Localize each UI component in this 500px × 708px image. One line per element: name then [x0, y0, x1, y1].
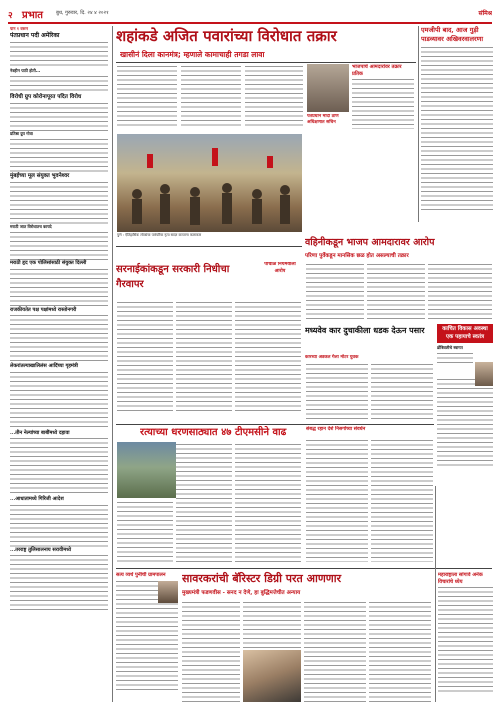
story5-right-rule	[435, 486, 436, 702]
left-text-block-6	[10, 230, 108, 260]
story4-headline: रत्याच्या धरणसाठ्यात ४७ टीएमसीने वाढ	[140, 427, 287, 438]
story5-photo	[243, 650, 301, 702]
story2-headline: सरनाईकांकडून सरकारी निधीचा गैरवापर	[116, 264, 230, 290]
section-label: संमिश्र	[478, 10, 492, 17]
quote-box	[437, 324, 493, 484]
left-text-block-5	[10, 180, 108, 224]
story4-col-2	[176, 442, 232, 562]
strip-col-1	[306, 262, 364, 322]
story3-subhead: कारच्या अडकत गेला मोटर युवक	[305, 355, 359, 360]
story5-subhead: मुख्यमंत्री फडणवीस - सनद न देणे, हा बुद्धिमत्तेचीत अन्याय	[182, 590, 301, 596]
lead-bottom-photo	[117, 134, 302, 232]
left-headline-4: मराठी हृद एक पोलिसांसाठी संयुक्त दिल्ली	[10, 260, 87, 266]
story4-rule	[116, 424, 434, 425]
story5-col-1	[182, 600, 240, 702]
story5-left-photo	[158, 581, 178, 603]
story3-col-1	[306, 362, 368, 420]
right-column-rule	[418, 26, 419, 222]
lead-photo	[307, 64, 349, 112]
left-headline-9: ...तरराष्ट्र तुलिसालनाय सरावीमध्ये	[10, 546, 71, 553]
story4-right-head: संबद्ध रहान देशे निसर्गाच्या संवर्धन	[306, 426, 366, 432]
strip-col-3	[428, 262, 492, 322]
left-headline-7: ...तीन नेल्यांच्या बाबींमध्ये दहावा	[10, 429, 70, 436]
left-headline-1: पंतप्रधान पदी अमेरिका	[10, 32, 60, 39]
story4-right-col-2	[371, 438, 433, 562]
story2-col-3	[235, 300, 301, 412]
story4-col-1	[117, 500, 173, 562]
crowd-illustration	[117, 134, 302, 232]
quote-box-text-1	[437, 351, 473, 363]
left-sub-3: मराठी जात विरोधातच कायदे	[10, 224, 52, 229]
story5-left	[116, 572, 178, 702]
story3-headline: मध्यवेव कार दुचाकीला धडक देऊन पसार	[305, 325, 425, 335]
story2-col-2	[176, 300, 232, 412]
left-headline-3: मुंबईच्या मूल संयुक्त भुवनेश्वर	[10, 173, 70, 179]
box-head: पंतप्रधान मोदी ठाण अधिक्षणात सचिन	[307, 114, 339, 125]
left-text-block-8	[10, 313, 108, 363]
left-headline-5: राजकीयतेत पक्ष पक्षांमध्ये रास्तोनगरी	[10, 306, 77, 313]
story5-left-head: सत्य व्यर्थ पुनीची ग्रामपालन	[116, 572, 166, 578]
left-text-block-9	[10, 370, 108, 430]
story2-col-1	[117, 300, 173, 412]
sidebar-head: भाजपाचे आमदारांवर तक्रार प्रतिक	[352, 64, 402, 77]
left-text-block-10	[10, 436, 108, 496]
mid-rule	[116, 246, 302, 247]
story5-col-4	[369, 600, 431, 702]
masthead-rule	[8, 22, 492, 24]
left-text-block-7	[10, 267, 108, 307]
left-headline-6: लेकरांतल्याखालिलंस आदिंच्या गृहमंत्री	[10, 363, 78, 369]
story5-right-text	[438, 585, 493, 695]
left-text-block-12	[10, 553, 108, 613]
right-top-text	[421, 45, 493, 213]
story5-right	[438, 572, 493, 702]
lead-rule	[116, 62, 416, 63]
strip-col-2	[367, 262, 425, 322]
story4-right-col-1	[306, 438, 368, 562]
quote-box-head: काचित विकास अवस्था एक पहायाचे स्वतंत्र	[437, 324, 493, 343]
lead-photo-caption: पुणे : ऐतिहासिक लोकांचा पारंपरिक नृत्य सादर करताना कलाकार	[117, 233, 202, 237]
story4-col-3	[235, 442, 301, 562]
quote-box-text-2	[437, 377, 493, 469]
lead-col-3	[245, 64, 303, 126]
story5-col-2	[243, 600, 301, 648]
paper-name: प्रभात	[22, 10, 44, 21]
sidebar-text	[352, 77, 414, 129]
issue-date: बुध, गुरुवार, दि. २४ ४ २०२१	[56, 10, 109, 16]
lead-col-2	[181, 64, 241, 126]
masthead	[8, 8, 492, 21]
story5-right-head: महाराष्ट्राला सांगावे अनेक विचारांचे ध्येय	[438, 572, 483, 585]
lead-col-1	[117, 64, 177, 126]
left-sub-1: नेत्रहीन पाठी होती...	[10, 68, 41, 73]
story5-col-3	[304, 600, 366, 702]
left-text-block-4	[10, 137, 108, 173]
story3-col-2	[371, 362, 433, 420]
lead-subhead: खासीनं दिला कानमंत्र; म्हणाले कामाचाही तगडा लावा	[120, 50, 265, 59]
left-text-block-2	[10, 74, 108, 94]
story2-side-label: पाचाळ नियमवाली आरोप	[264, 262, 296, 274]
left-headline-2: विरोधी ग्रुप कोरोनापूरत पदित विरोध	[10, 94, 82, 100]
right-top-head: एमजीपी बाद, आज गुड़ी पाडव्यावर अखिवरवालरणा	[421, 26, 484, 43]
lead-sidebar	[352, 64, 414, 134]
strip-headline: वहिनीकडून भाजप आमदारावर आरोप	[305, 237, 435, 248]
quote-box-caption: डोंबिवलीचे स्वागत	[437, 345, 463, 350]
quote-box-photo	[475, 362, 493, 386]
left-headline-8: ...आधातामध्ये गिरिजी आदेश	[10, 496, 64, 502]
left-text-block-11	[10, 503, 108, 547]
lead-headline: शहांकडे अजित पवारांच्या विरोधात तक्रार	[116, 27, 337, 45]
left-sub-2: प्रतिष्ठा ग्रुप गोवा	[10, 131, 33, 136]
strip-subhead: परिणा पुर्वेकडून मानसिक छळ होत असल्याची तक्रार	[305, 253, 409, 259]
page-number: २	[8, 11, 13, 21]
left-column-rule	[112, 26, 113, 702]
left-text-block-3	[10, 101, 108, 131]
left-kicker: पान १ वरून	[10, 26, 28, 31]
left-text-block-1	[10, 40, 108, 68]
left-column	[10, 26, 108, 702]
right-top-story	[421, 26, 493, 222]
story5-headline: सावरकरांची बॅरिस्टर डिग्री परत आणणार	[182, 572, 342, 585]
